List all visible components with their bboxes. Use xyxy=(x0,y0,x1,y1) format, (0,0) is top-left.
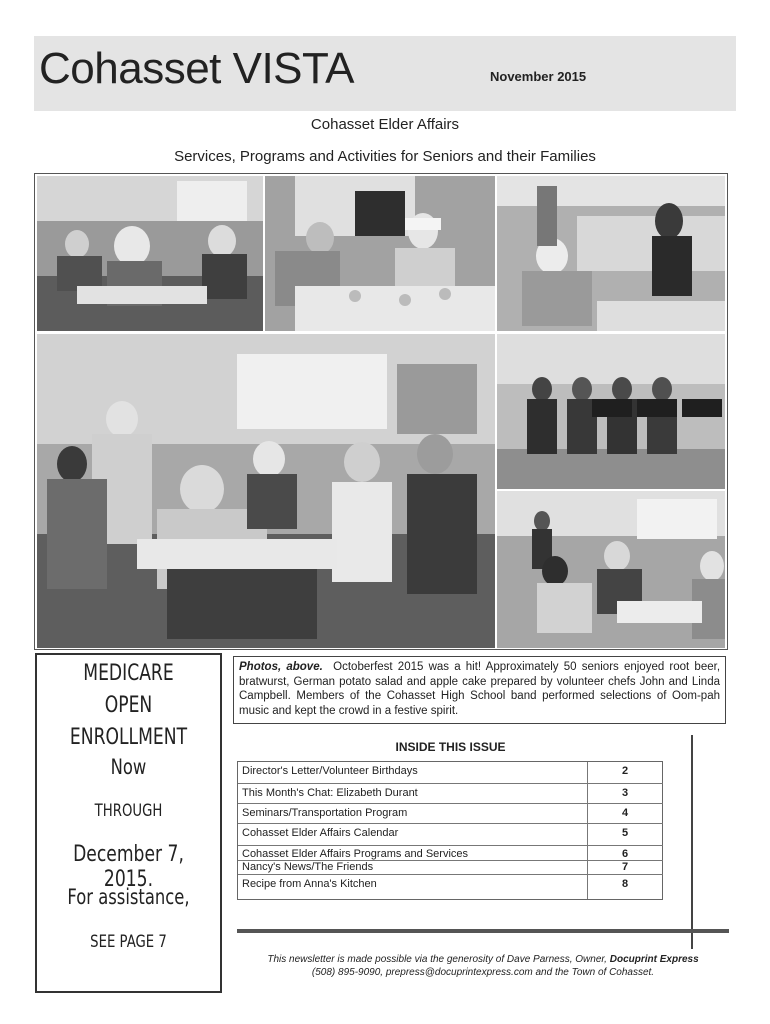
photo-band-performing xyxy=(497,334,725,489)
medicare-line-enrollment: ENROLLMENT xyxy=(69,725,188,750)
medicare-line-open: OPEN xyxy=(104,693,153,718)
toc-item-page: 6 xyxy=(587,846,663,860)
footer-sponsor-name: Docuprint Express xyxy=(609,954,699,965)
table-of-contents xyxy=(237,761,663,900)
medicare-line-assistance: For assistance, xyxy=(67,885,190,909)
toc-item-page: 4 xyxy=(587,804,663,823)
newsletter-title: Cohasset VISTA xyxy=(39,44,354,93)
photo-dining-hall xyxy=(37,176,263,331)
toc-item-label: This Month's Chat: Elizabeth Durant xyxy=(242,787,418,799)
medicare-line-through: THROUGH xyxy=(94,801,163,821)
caption-lead: Photos, above. xyxy=(239,661,323,673)
toc-item-page: 8 xyxy=(587,875,663,899)
toc-item-label: Nancy's News/The Friends xyxy=(242,861,374,873)
toc-row[interactable] xyxy=(238,824,663,846)
toc-item-label: Director's Letter/Volunteer Birthdays xyxy=(242,765,418,777)
vertical-divider xyxy=(691,735,693,949)
toc-item-label: Cohasset Elder Affairs Calendar xyxy=(242,827,399,839)
photo-kitchen-volunteer xyxy=(497,176,725,331)
sponsor-footer xyxy=(238,953,728,979)
medicare-enrollment-box xyxy=(35,653,222,993)
masthead xyxy=(34,36,736,111)
toc-item-page: 2 xyxy=(587,762,663,783)
issue-date: November 2015 xyxy=(490,69,587,84)
toc-item-label: Recipe from Anna's Kitchen xyxy=(242,878,377,890)
photo-large-hall-crowd xyxy=(37,334,495,648)
toc-item-page: 5 xyxy=(587,824,663,845)
photo-collage xyxy=(34,173,728,650)
toc-row[interactable] xyxy=(238,762,663,784)
toc-row[interactable] xyxy=(238,875,663,899)
photo-table-party-hat xyxy=(265,176,495,331)
medicare-line-see-page: SEE PAGE 7 xyxy=(90,932,167,952)
photo-seated-guests xyxy=(497,491,725,648)
toc-row[interactable] xyxy=(238,861,663,875)
toc-item-label: Cohasset Elder Affairs Programs and Services xyxy=(242,848,469,860)
inside-issue-title: INSIDE THIS ISSUE xyxy=(395,740,506,754)
toc-row[interactable] xyxy=(238,784,663,804)
toc-item-page: 7 xyxy=(587,861,663,874)
caption-text: Octoberfest 2015 was a hit! Approximately 50 seniors enjoyed root beer, bratwurst, German potato salad and apple cake prepared by volunteer chefs John and Linda Campbell. Members of the Cohasset High School band performed selections of Oom-pah music and kept the crowd in a festive spirit. xyxy=(239,661,721,717)
toc-item-label: Seminars/Transportation Program xyxy=(242,807,408,819)
medicare-line-deadline: December 7, 2015. xyxy=(73,842,184,892)
medicare-line-medicare: MEDICARE xyxy=(83,661,174,686)
toc-row[interactable] xyxy=(238,846,663,861)
footer-line2: (508) 895-9090, prepress@docuprintexpress.com and the Town of Cohasset. xyxy=(311,967,655,978)
horizontal-rule xyxy=(237,929,729,933)
tagline: Services, Programs and Activities for Seniors and their Families xyxy=(174,148,596,165)
toc-row[interactable] xyxy=(238,804,663,824)
medicare-line-now: Now xyxy=(110,755,147,779)
toc-item-page: 3 xyxy=(587,784,663,803)
footer-line1-text: This newsletter is made possible via the generosity of Dave Parness, Owner, xyxy=(267,954,607,965)
organization-name: Cohasset Elder Affairs xyxy=(310,116,460,133)
photo-caption xyxy=(233,656,726,724)
